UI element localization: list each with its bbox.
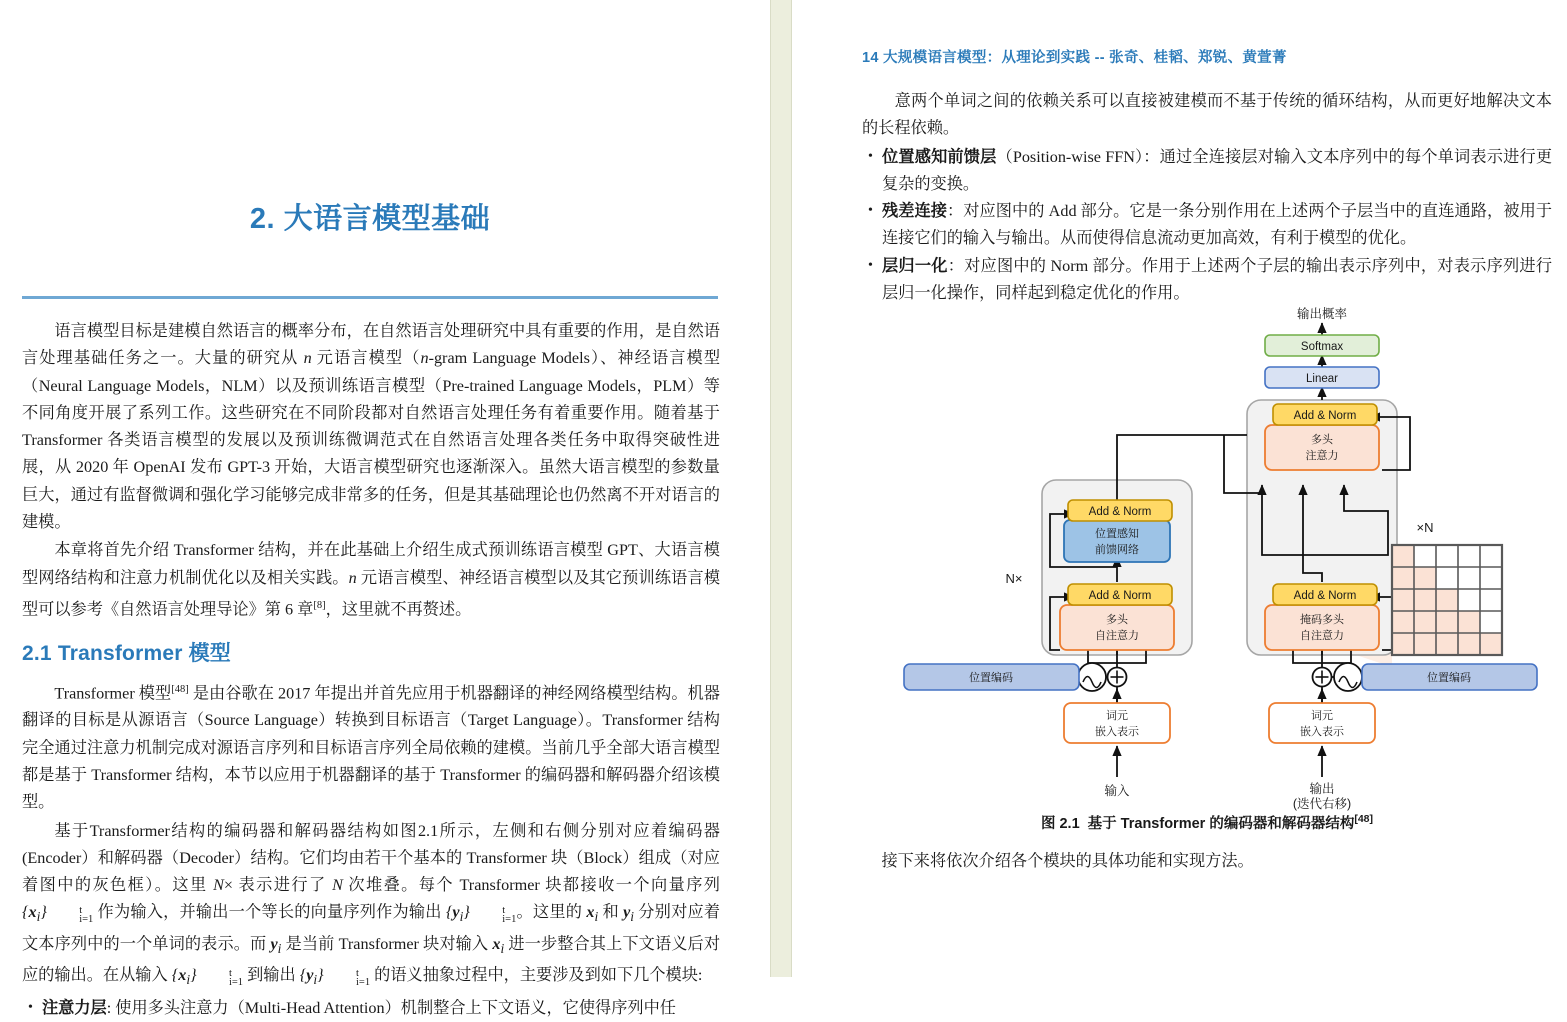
- bullet-term: 残差连接: [882, 202, 948, 221]
- bullet-layer-norm: [862, 253, 1552, 308]
- encoder-add-norm-upper-label: Add & Norm: [1088, 506, 1152, 518]
- bullet-text: ：对应图中的 Add 部分。它是一条分别作用在上述两个子层当中的直连通路，被用于连接它们的输入与输出。从而使得信息流动更加高效，有利于模型的优化。: [882, 202, 1553, 248]
- decoder-add-norm-upper-label: Add & Norm: [1293, 410, 1357, 422]
- sinusoid-circle-left: [1078, 663, 1106, 691]
- output-probability-label: 输出概率: [1296, 307, 1348, 321]
- mask-cell: [1458, 611, 1480, 633]
- chapter-title: 2. 大语言模型基础: [249, 203, 491, 235]
- figure-caption: [862, 812, 1552, 833]
- mask-cell: [1414, 611, 1436, 633]
- decoder-masked-attention-label-1: 掩码多头: [1300, 614, 1344, 626]
- mask-cell: [1414, 633, 1436, 655]
- bullet-position-wise-ffn: [862, 144, 1552, 199]
- paragraph-after-figure-text: 接下来将依次介绍各个模块的具体功能和实现方法。: [881, 852, 1254, 870]
- paragraph-continuation-text: 意两个单词之间的依赖关系可以直接被建模而不基于传统的循环结构，从而更好地解决文本的长程依赖。: [862, 92, 1552, 138]
- transformer-diagram-svg: [792, 305, 1567, 810]
- after-figure-block: [862, 848, 1552, 876]
- mask-cell: [1436, 633, 1458, 655]
- bullet-term: 层归一化: [882, 256, 948, 275]
- decoder-add-norm-lower-label: Add & Norm: [1293, 590, 1357, 602]
- encoder-ffn-label-2: 前馈网络: [1095, 544, 1139, 556]
- mask-cell: [1392, 545, 1414, 567]
- paragraph-after-figure: [862, 848, 1552, 875]
- left-bullet-list: [22, 995, 720, 1022]
- token-embedding-left-label-2: 嵌入表示: [1095, 726, 1139, 738]
- bullet-term: 注意力层: [42, 999, 107, 1018]
- encoder-self-attention-label-2: 自注意力: [1095, 630, 1139, 642]
- figure-caption-text: 基于 Transformer 的编码器和解码器结构: [1087, 816, 1355, 832]
- right-page-body: [862, 88, 1552, 307]
- mask-cell: [1392, 633, 1414, 655]
- output-label-line2: (迭代右移): [1292, 797, 1352, 811]
- decoder-masked-attention-box: [1265, 605, 1379, 650]
- mask-cell: [1392, 567, 1414, 589]
- mask-cell: [1414, 589, 1436, 611]
- section-heading-2-1: 2.1 Transformer 模型: [22, 641, 232, 665]
- right-page: [792, 0, 1567, 977]
- bullet-residual-connection: [862, 198, 1552, 253]
- title-divider-rule: [22, 296, 718, 299]
- token-embedding-right-label-1: 词元: [1311, 710, 1333, 722]
- paragraph-intro-2: 本章将首先介绍 Transformer 结构，并在此基础上介绍生成式预训练语言模型 GPT、大语言模型网络结构和注意力机制优化以及相关实践。n 元语言模型、神经语言模型以及其它预训练语言模型可以参考《自然语言处理导论》第 6 章[8]，这里就不再赘述。: [22, 541, 721, 619]
- positional-encoding-right-label: 位置编码: [1427, 672, 1471, 684]
- bullet-text: ：对应图中的 Norm 部分。作用于上述两个子层的输出表示序列中，对表示序列进行层归一化操作，同样起到稳定优化的作用。: [882, 256, 1553, 303]
- bullet-text: （Position-wise FFN）：通过全连接层对输入文本序列中的每个单词表示进行更复杂的变换。: [882, 147, 1553, 193]
- paragraph-intro-1: 语言模型目标是建模自然语言的概率分布，在自然语言处理研究中具有重要的作用，是自然语言处理基础任务之一。大量的研究从 n 元语言模型（n-gram Language Models）、神经语言模型（Neural Language Models，NLM）以及预训练语言模型（Pre-trained Language Models，PLM）等不同角度开展了系列工作。这些研究在不同阶段都对自然语言处理任务有着重要作用。随着基于 Transformer 各类语言模型的发展以及预训练微调范式在自然语言处理各类任务中取得突破性进展，从 2020 年 OpenAI 发布 GPT-3 开始，大语言模型研究也逐渐深入。虽然大语言模型的参数量巨大，通过有监督微调和强化学习能够完成非常多的任务，但是其基础理论也仍然离不开对语言的建模。: [22, 322, 721, 532]
- running-head: 14 大规模语言模型：从理论到实践 -- 张奇、桂韬、郑锐、黄萱菁: [862, 50, 1287, 66]
- figure-caption-citation: [48]: [1354, 813, 1374, 826]
- sinusoid-circle-right: [1334, 663, 1362, 691]
- linear-label: Linear: [1306, 373, 1338, 385]
- token-embedding-left-label-1: 词元: [1106, 710, 1128, 722]
- decoder-masked-attention-label-2: 自注意力: [1300, 630, 1344, 642]
- paragraph-transformer-1: Transformer 模型[48] 是由谷歌在 2017 年提出并首先应用于机器翻译的神经网络模型结构。机器翻译的目标是从源语言（Source Language）转换到目标语言（Target Language）。Transformer 结构完全通过注意力机制完成对源语言序列和目标语言序列全局依赖的建模。当前几乎全部大语言模型都是基于 Transformer 结构，本节以应用于机器翻译的基于 Transformer 的编码器和解码器介绍该模型。: [22, 683, 720, 812]
- left-page-body: [22, 318, 720, 1022]
- encoder-self-attention-box: [1060, 605, 1174, 650]
- output-label-line1: 输出: [1309, 782, 1335, 796]
- encoder-add-norm-lower-label: Add & Norm: [1088, 590, 1152, 602]
- decoder-cross-attention-label-1: 多头: [1311, 434, 1333, 446]
- decoder-stack-label: ×N: [1416, 520, 1434, 535]
- token-embedding-right-label-2: 嵌入表示: [1300, 726, 1344, 738]
- input-label: 输入: [1104, 784, 1130, 798]
- mask-cell: [1458, 633, 1480, 655]
- encoder-self-attention-label-1: 多头: [1106, 614, 1128, 626]
- page-gap-divider: [770, 0, 792, 977]
- paragraph-continuation: [862, 88, 1552, 143]
- softmax-label: Softmax: [1300, 341, 1344, 353]
- right-bullet-list: [862, 144, 1552, 308]
- mask-cell: [1480, 633, 1502, 655]
- mask-cell: [1436, 611, 1458, 633]
- decoder-cross-attention-box: [1265, 425, 1379, 470]
- figure-caption-number: 图 2.1: [1040, 816, 1080, 832]
- bullet-term: 位置感知前馈层: [882, 147, 997, 166]
- mask-cell: [1392, 589, 1414, 611]
- encoder-ffn-label-1: 位置感知: [1095, 528, 1139, 540]
- paragraph-transformer-2: 基于Transformer结构的编码器和解码器结构如图2.1所示，左侧和右侧分别对应着编码器(Encoder）和解码器（Decoder）结构。它们均由若干个基本的 Transformer 块（Block）组成（对应着图中的灰色框）。这里 N× 表示进行了 N 次堆叠。每个 Transformer 块都接收一个向量序列 $\{x_i\}$ t i=1 作为输入，并输出一个等长的向量序列作为输出 $\{y_i\}$ t i=1 。这里的 $x_i$ 和 $y_i$ 分别对应着文本序列中的一个单词的表示。而 $y_i$ 是当前 Transformer 块对输入 $x_i$ 进一步整合其上下文语义后对应的输出。在从输入 $\{x_i\}$ t i=1 到输出 $\{y_i\}$ t i=1 的语义抽象过程中，主要涉及到如下几个模块:: [22, 821, 721, 988]
- encoder-stack-label: N×: [1005, 571, 1023, 586]
- mask-cell: [1392, 611, 1414, 633]
- bullet-attention-layer: • 注意力层: 使用多头注意力（Multi-Head Attention）机制整合上下文语义，它使得序列中任: [22, 995, 720, 1022]
- positional-encoding-left-label: 位置编码: [969, 672, 1013, 684]
- causal-mask-matrix: [1392, 545, 1502, 655]
- mask-cell: [1436, 589, 1458, 611]
- left-page: [0, 0, 770, 1018]
- mask-cell: [1414, 567, 1436, 589]
- transformer-architecture-figure: [792, 305, 1567, 810]
- decoder-cross-attention-label-2: 注意力: [1305, 450, 1339, 462]
- bullet-text: 使用多头注意力（Multi-Head Attention）机制整合上下文语义，它使得序列中任: [115, 999, 676, 1018]
